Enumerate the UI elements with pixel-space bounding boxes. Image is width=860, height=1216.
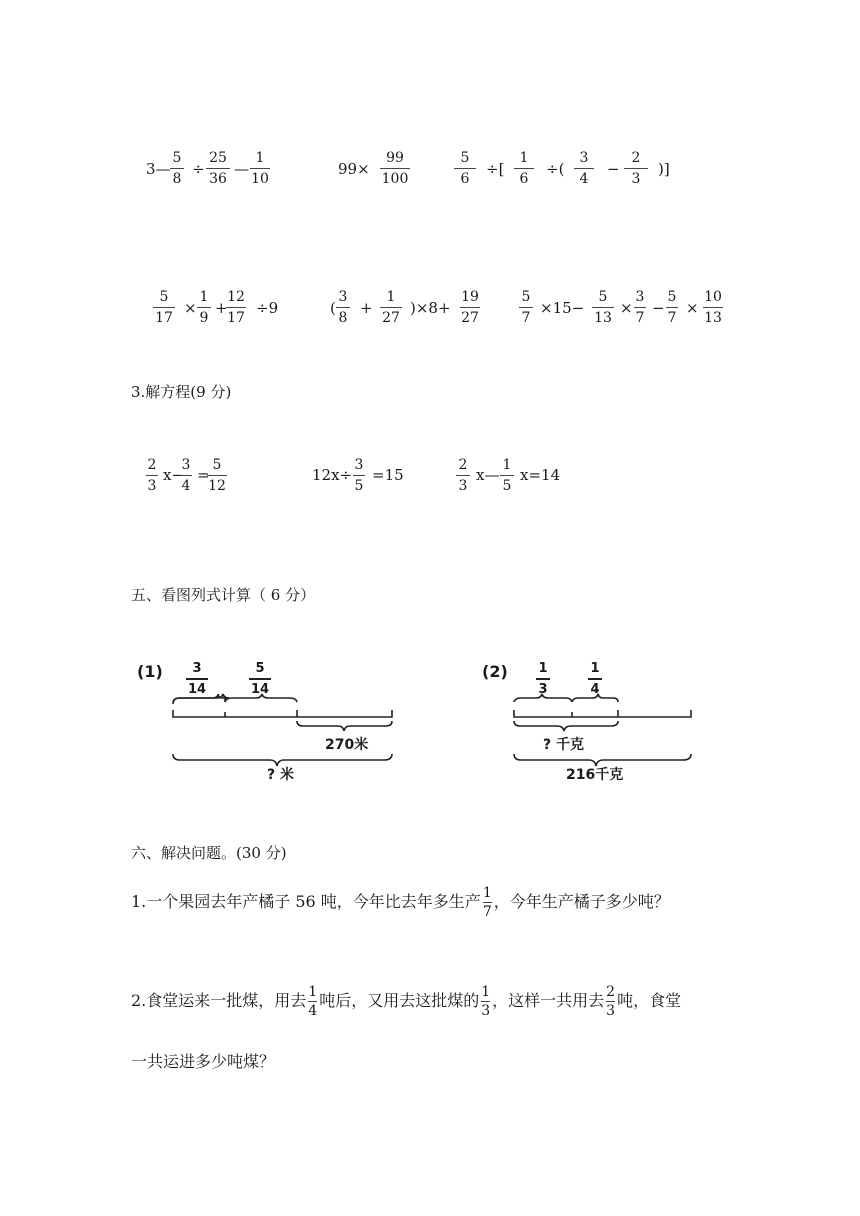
fraction: 12 17 xyxy=(227,289,245,326)
fraction: 3 5 xyxy=(354,457,364,494)
equals-sign: = xyxy=(197,466,210,484)
plus-sign: + xyxy=(360,299,373,317)
expr-text: ÷[ xyxy=(486,160,505,178)
fraction: 5 7 xyxy=(667,289,677,326)
fraction: 5 6 xyxy=(454,151,476,186)
expr-text: )×8+ xyxy=(410,299,451,317)
fraction: 1 10 xyxy=(251,150,269,187)
fraction: 1 9 xyxy=(197,290,211,325)
fraction: 1 6 xyxy=(514,151,534,186)
fraction: 99 100 xyxy=(381,150,409,187)
fraction: 5 17 xyxy=(153,290,175,325)
section-title-diagrams: 五、看图列式计算（ 6 分） xyxy=(131,586,316,604)
question-text: ，这样一共用去 xyxy=(492,991,605,1010)
times-sign: × xyxy=(686,299,699,317)
expr-text: x− xyxy=(163,466,185,484)
expr-text: ÷( xyxy=(546,160,565,178)
expr-text: 99× xyxy=(338,160,370,178)
fraction: $\frac{2}{3}$ xyxy=(606,984,616,1019)
fraction: 5 12 xyxy=(208,457,226,494)
minus-sign: − xyxy=(607,160,620,178)
unknown-weight-label: ? 千克 xyxy=(543,737,584,753)
fraction: 3 4 xyxy=(181,457,191,494)
section-title-equations: 3.解方程(9 分) xyxy=(131,383,232,401)
times-sign: × xyxy=(620,299,633,317)
question-2 xyxy=(131,985,681,1018)
expr-text: x=14 xyxy=(520,466,561,484)
expr-text: 3— xyxy=(146,160,171,178)
expr-text: )] xyxy=(658,160,670,178)
unknown-length-label: ? 米 xyxy=(267,767,294,783)
fraction: 5 13 xyxy=(592,290,614,325)
fraction: 2 3 xyxy=(147,457,157,494)
fraction: $\frac{1}{7}$ xyxy=(482,885,492,920)
known-weight-label: 216千克 xyxy=(566,767,624,783)
fraction: 3 4 xyxy=(574,151,594,186)
section-title-problems: 六、解决问题。(30 分) xyxy=(131,844,287,862)
fraction: 1 27 xyxy=(380,290,402,325)
diagram-label: (1) xyxy=(137,662,163,681)
fraction: $\frac{1}{4}$ xyxy=(308,984,318,1019)
fraction: $\frac{1}{3}$ xyxy=(481,984,491,1019)
question-1 xyxy=(131,886,670,919)
fraction: 5 8 xyxy=(170,151,184,186)
minus-sign: − xyxy=(652,299,665,317)
fraction: 5 14 xyxy=(250,661,270,697)
expr-text: =15 xyxy=(372,466,404,484)
question-2-line-2: 一共运进多少吨煤？ xyxy=(131,1052,276,1071)
fraction: 19 27 xyxy=(461,289,479,326)
fraction: 10 13 xyxy=(704,289,722,326)
expr-text: x— xyxy=(476,466,500,484)
fraction: 25 36 xyxy=(206,151,230,186)
fraction: 2 3 xyxy=(456,458,470,493)
fraction: 2 3 xyxy=(624,151,648,186)
expr-text: 12x÷ xyxy=(312,466,353,484)
minus-sign: — xyxy=(234,160,249,178)
fraction: 1 4 xyxy=(588,662,602,696)
question-text: 吨后，又用去这批煤的 xyxy=(319,991,480,1010)
fraction: 3 14 xyxy=(187,661,207,697)
expr-text: ×15− xyxy=(540,299,585,317)
diagram-label: (2) xyxy=(482,662,508,681)
question-text: 吨，食堂 xyxy=(617,991,682,1010)
question-text: 2.食堂运来一批煤，用去 xyxy=(131,991,307,1010)
fraction: 1 3 xyxy=(536,662,550,696)
fraction: 3 8 xyxy=(336,290,350,325)
divide-sign: ÷ xyxy=(192,160,205,178)
known-length-label: 270米 xyxy=(325,737,369,753)
fraction: 5 7 xyxy=(519,290,533,325)
question-text: ，今年生产橘子多少吨？ xyxy=(493,892,670,911)
plus-sign: + xyxy=(215,299,228,317)
question-text: 1.一个果园去年产橘子 56 吨，今年比去年多生产 xyxy=(131,892,481,911)
fraction: 1 5 xyxy=(500,458,514,493)
expr-text: ( xyxy=(330,299,336,317)
fraction: 3 7 xyxy=(635,289,645,326)
times-sign: × xyxy=(184,299,197,317)
expr-text: ÷9 xyxy=(256,299,279,317)
